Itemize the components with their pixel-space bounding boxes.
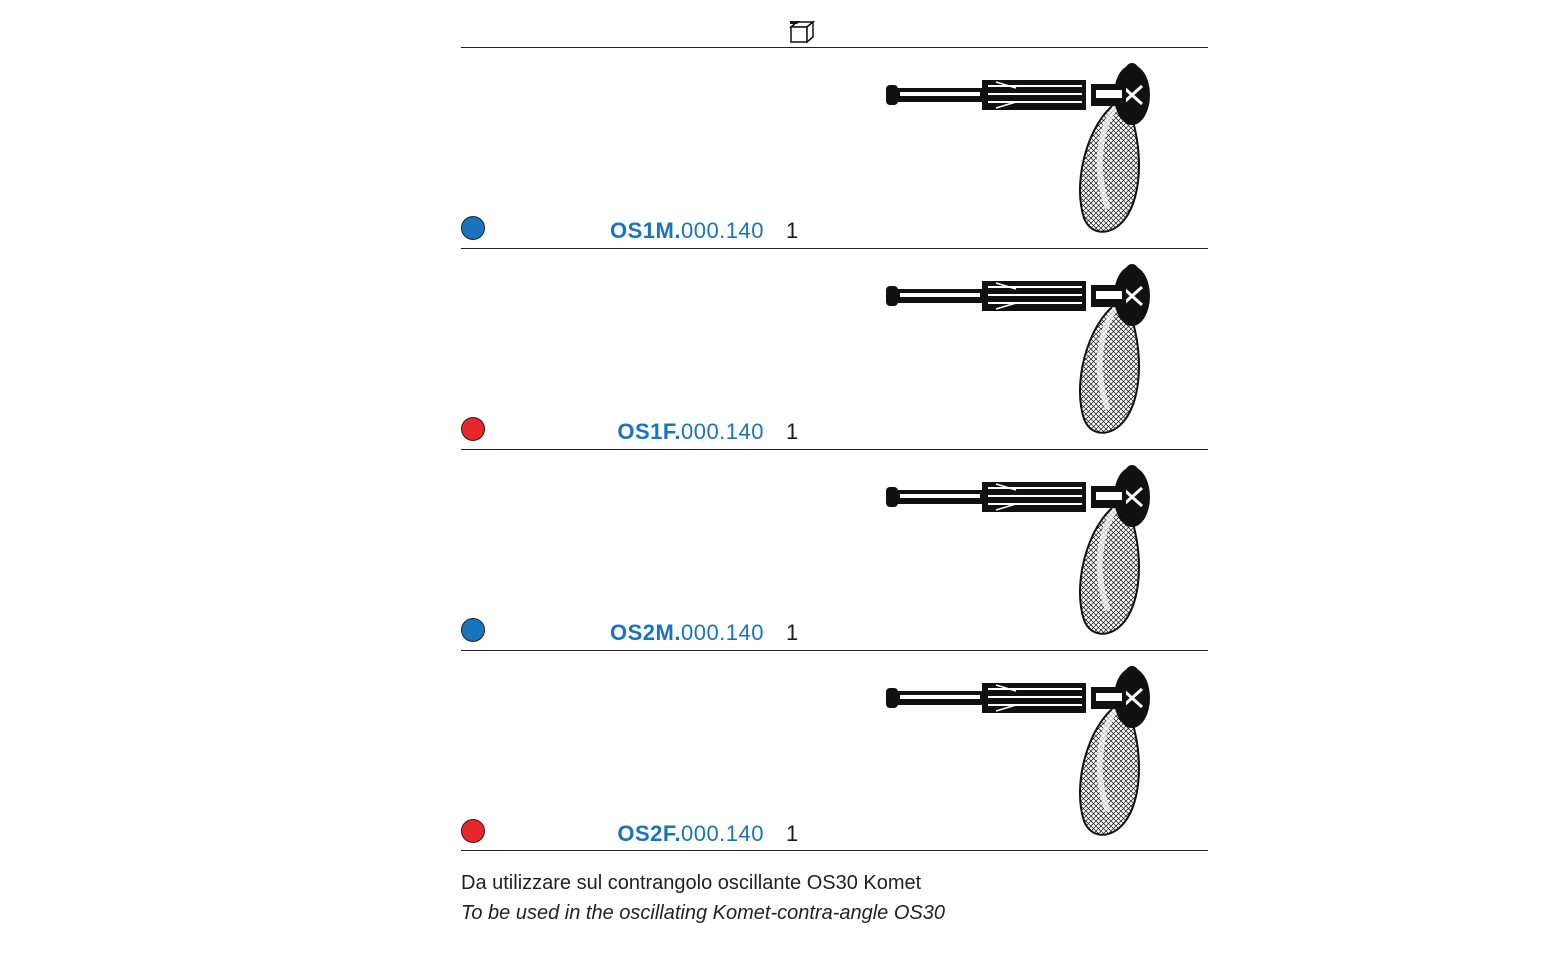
oscillating-file-drawing (886, 259, 1176, 439)
color-dot (461, 618, 485, 642)
product-code: OS1M.000.140 (610, 218, 764, 243)
oscillating-file-drawing (886, 661, 1176, 841)
product-code: OS2M.000.140 (610, 620, 764, 645)
quantity: 1 (786, 620, 799, 645)
product-code: OS1F.000.140 (617, 419, 764, 444)
usage-note-italian: Da utilizzare sul contrangolo oscillante OS30 Komet (461, 872, 922, 894)
product-row (461, 450, 1208, 651)
product-row (461, 651, 1208, 852)
product-sheet (461, 0, 1208, 977)
product-row (461, 249, 1208, 450)
color-dot (461, 819, 485, 843)
usage-note-english: To be used in the oscillating Komet-contra-angle OS30 (461, 902, 945, 924)
divider (461, 850, 1208, 851)
quantity: 1 (786, 821, 799, 846)
color-dot (461, 216, 485, 240)
package-box-icon (788, 18, 816, 46)
product-code: OS2F.000.140 (617, 821, 764, 846)
oscillating-file-drawing (886, 460, 1176, 640)
product-row (461, 48, 1208, 249)
oscillating-file-drawing (886, 58, 1176, 238)
color-dot (461, 417, 485, 441)
quantity: 1 (786, 419, 799, 444)
quantity: 1 (786, 218, 799, 243)
